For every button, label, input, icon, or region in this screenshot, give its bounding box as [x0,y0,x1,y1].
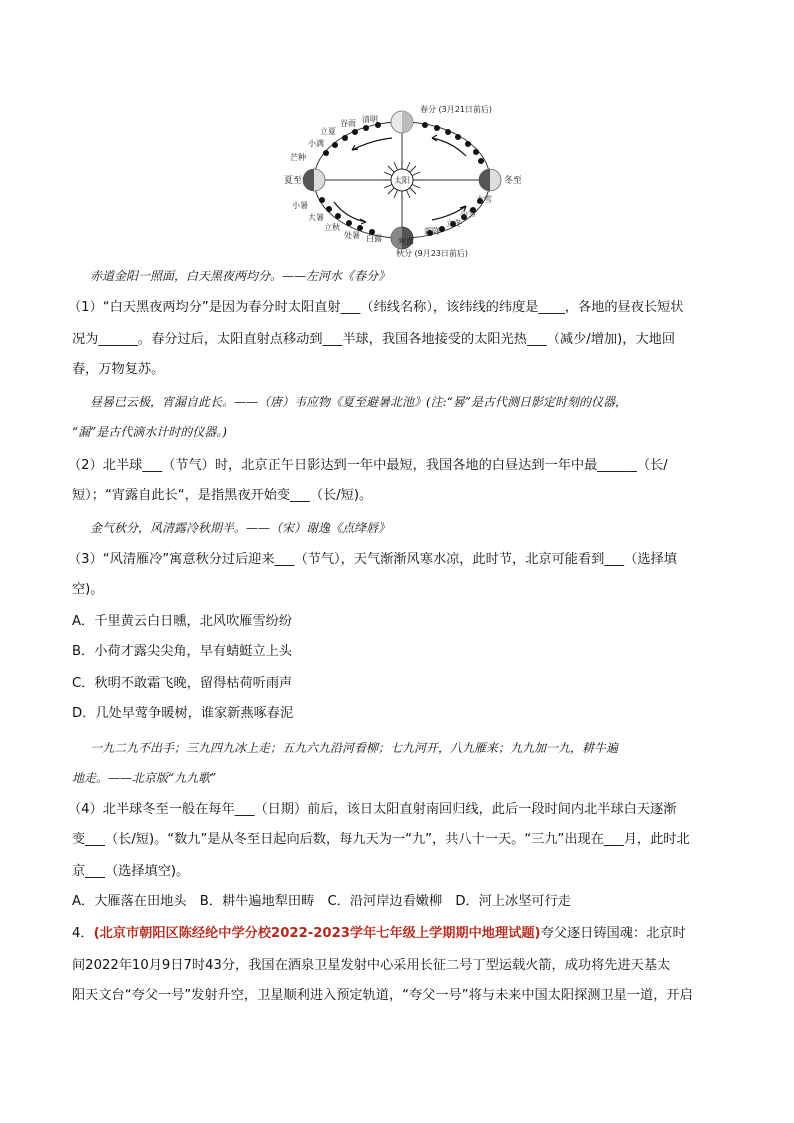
label-lixia: 立夏 [320,127,336,136]
q3-line-1: （3）“风清雁冷”寓意秋分过后迎来___（节气），天气渐渐风寒水凉，此时节，北京可能看到___（选择填 [68,552,677,567]
q3-option-b: B．小荷才露尖尖角，早有蜻蜓立上头 [72,644,293,659]
q2-line-2: 短）；“宵露自此长“，是指黑夜开始变___（长/短)。 [72,488,373,503]
q1-line-1: （1）“白天黑夜两均分”是因为春分时太阳直射___（纬线名称），该纬线的纬度是____，各地的昼夜长短状 [68,300,684,315]
q4-quote-line-1: 一九二九不出手；三九四九冰上走；五九六九沿河看柳；七九河开，八九雁来；九九加一九，耕牛遍 [90,741,619,755]
label-autumn-equinox: 秋分 (9月23日前后) [396,249,469,258]
label-summer-solstice: 夏至 [284,176,303,186]
q2-line-1: （2）北半球___（节气）时，北京正午日影达到一年中最短，我国各地的白昼达到一年中最______（长/ [68,458,668,473]
label-xiaoxue: 小雪 [460,209,476,218]
label-xiaoshu: 小暑 [292,201,308,210]
label-winter-solstice: 冬至 [504,176,523,186]
earth-spring-equinox [391,111,413,133]
p4-intro: 夸父逐日铸国魂：北京时 [540,926,686,941]
q4-options: A．大雁落在田地头 B．耕牛遍地犁田畴 C．沿河岸边看嫩柳 D．河上冰坚可行走 [72,894,571,909]
q3-option-d: D．几处早莺争暖树，谁家新燕啄春泥 [72,706,294,721]
label-lidong: 立冬 [446,219,462,228]
label-shuangjiang: 霜降 [424,227,440,236]
q3-line-2: 空)。 [72,582,104,597]
label-xiaoman: 小满 [308,139,324,148]
p4-line-3: 阳天文台“夸父一号”发射升空，卫星顺利进入预定轨道，“夸父一号”将与未来中国太阳探测卫星一道，开启 [72,988,693,1003]
label-hanlu: 寒露 [398,237,414,246]
q1-line-2: 况为______。春分过后，太阳直射点移动到___半球，我国各地接受的太阳光热___（减少/增加)，大地回 [72,332,676,347]
label-sun: 太阳 [394,176,410,185]
label-mangzhong: 芒种 [290,153,306,162]
earth-winter-solstice [479,169,501,191]
earth-summer-solstice [303,169,325,191]
label-daxue: 大雪 [476,195,492,204]
q3-quote: 金气秋分，风清露冷秋期半。——（宋）谢逸《点绛唇》 [90,521,391,535]
label-bailu: 白露 [366,234,382,243]
q4-line-1: （4）北半球冬至一般在每年___（日期）前后，该日太阳直射南回归线，此后一段时间内北半球白天逐渐 [68,802,677,817]
q2-quote-line-1: 昼晷已云极，宵漏自此长。——（唐）韦应物《夏至避暑北池》(注:“晷”是古代测日影定时刻的仪器， [90,395,627,409]
p4-line-2: 间2022年10月9日7时43分，我国在酒泉卫星发射中心采用长征二号丁型运载火箭，成功将先进天基太 [72,958,671,973]
q4-line-2: 变___（长/短)。“数九”是从冬至日起向后数，每九天为一“九”，共八十一天。“三九”出现在___月，此时北 [72,832,690,847]
label-qingming: 清明 [362,115,378,124]
p4-source: (北京市朝阳区陈经纶中学分校2022-2023学年七年级上学期期中地理试题) [93,926,541,941]
p4-line-1 [72,924,732,944]
q2-quote-line-2: “漏”是古代滴水计时的仪器。) [72,425,227,439]
q3-option-a: A．千里黄云白日曛，北风吹雁雪纷纷 [72,614,293,629]
q3-option-c: C．秋明不敢霜飞晚，留得枯荷听雨声 [72,676,293,691]
q1-quote: 赤道金阳一照面，白天黑夜两均分。——左河水《春分》 [90,269,391,283]
label-liqiu: 立秋 [324,223,340,232]
q1-line-3: 春，万物复苏。 [72,362,165,377]
label-chushu: 处暑 [344,231,360,240]
q4-quote-line-2: 地走。——北京版“九九歌” [72,771,217,785]
earth-orbit-diagram [280,98,530,258]
label-dashu: 大暑 [308,213,324,222]
q4-line-3: 京___（选择填空)。 [72,864,190,879]
p4-number: 4． [72,926,94,941]
label-guyu: 谷雨 [340,119,356,128]
label-spring-equinox: 春分 (3月21日前后) [420,105,493,114]
